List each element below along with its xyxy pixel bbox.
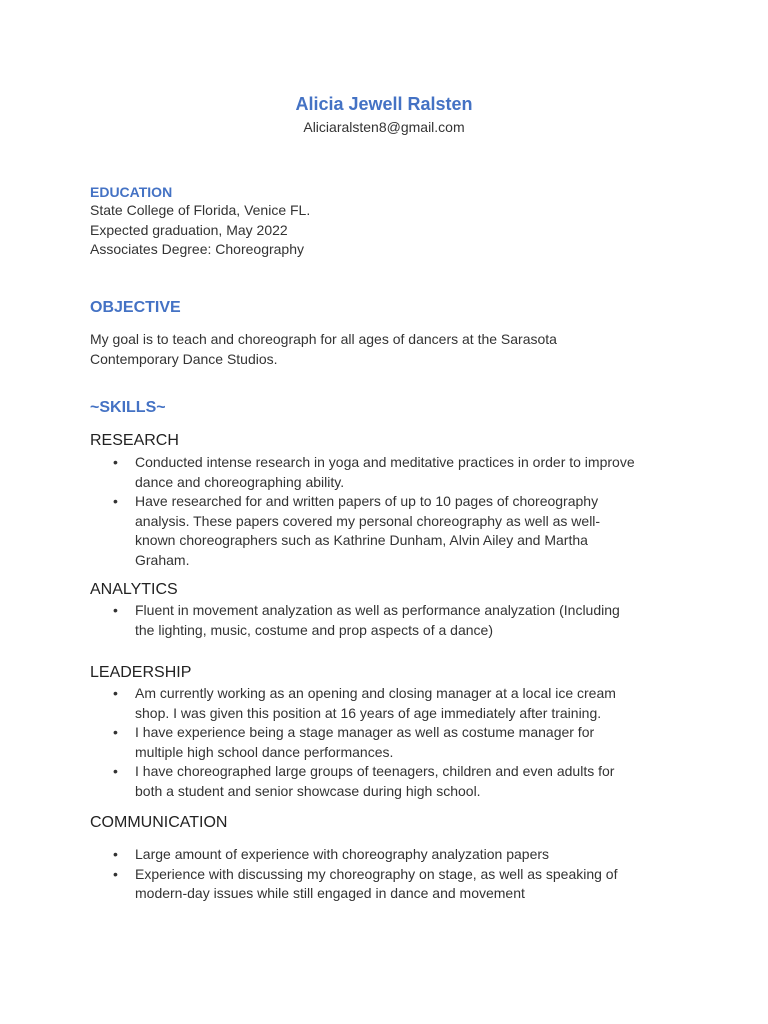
list-item: • Fluent in movement analyzation as well as performance analyzation (Including the lighting, music, costume and prop aspects of a dance) [113, 602, 620, 638]
list-item: • Conducted intense research in yoga and meditative practices in order to improve dance and choreographing ability. [113, 454, 635, 490]
analytics-list [90, 601, 690, 640]
candidate-email: Aliciaralsten8@gmail.com [303, 119, 465, 135]
bullet-icon: • [113, 846, 118, 862]
list-item: • I have choreographed large groups of teenagers, children and even adults for both a student and senior showcase during high school. [113, 763, 615, 799]
candidate-name: Alicia Jewell Ralsten [295, 94, 473, 114]
leadership-section [90, 663, 690, 802]
education-degree: Associates Degree: Choreography [90, 241, 305, 257]
education-graduation: Expected graduation, May 2022 [90, 221, 288, 238]
objective-heading: OBJECTIVE [90, 299, 181, 316]
education-section [90, 183, 690, 260]
research-section [90, 431, 690, 571]
communication-section [90, 813, 690, 904]
list-item: • I have experience being a stage manager as well as costume manager for multiple high school dance performances. [113, 724, 595, 760]
research-heading: RESEARCH [90, 432, 179, 449]
objective-line: My goal is to teach and choreograph for all ages of dancers at the Sarasota [90, 331, 557, 347]
list-item: • Am currently working as an opening and closing manager at a local ice cream shop. I was given this position at 16 years of age immediately after training. [113, 685, 616, 721]
education-heading: EDUCATION [90, 184, 173, 200]
bullet-icon: • [113, 724, 118, 741]
objective-line: Contemporary Dance Studios. [90, 350, 278, 367]
communication-heading: COMMUNICATION [90, 814, 228, 831]
analytics-heading: ANALYTICS [90, 581, 178, 598]
bullet-icon: • [113, 493, 118, 510]
research-list [90, 453, 690, 571]
bullet-icon: • [113, 454, 118, 470]
leadership-list [90, 684, 690, 802]
skills-heading: ~SKILLS~ [90, 399, 166, 416]
communication-list [90, 845, 690, 904]
objective-section [90, 298, 690, 318]
list-item: • Large amount of experience with choreography analyzation papers [90, 845, 680, 865]
objective-text [90, 330, 690, 369]
list-item: • Have researched for and written papers of up to 10 pages of choreography analysis. These papers covered my personal choreography as well as well- known choreographers such as Kathrine Dunham, Alvin Ailey and Martha Graham. [113, 493, 601, 568]
skills-section [90, 398, 690, 418]
education-school: State College of Florida, Venice FL. [90, 202, 311, 218]
analytics-section [90, 580, 690, 640]
leadership-heading: LEADERSHIP [90, 664, 192, 681]
bullet-icon: • [113, 685, 118, 701]
bullet-icon: • [113, 763, 118, 780]
bullet-icon: • [113, 602, 118, 618]
bullet-icon: • [113, 865, 118, 882]
list-item: • Experience with discussing my choreography on stage, as well as speaking of modern-day issues while still engaged in dance and movement [113, 865, 618, 902]
